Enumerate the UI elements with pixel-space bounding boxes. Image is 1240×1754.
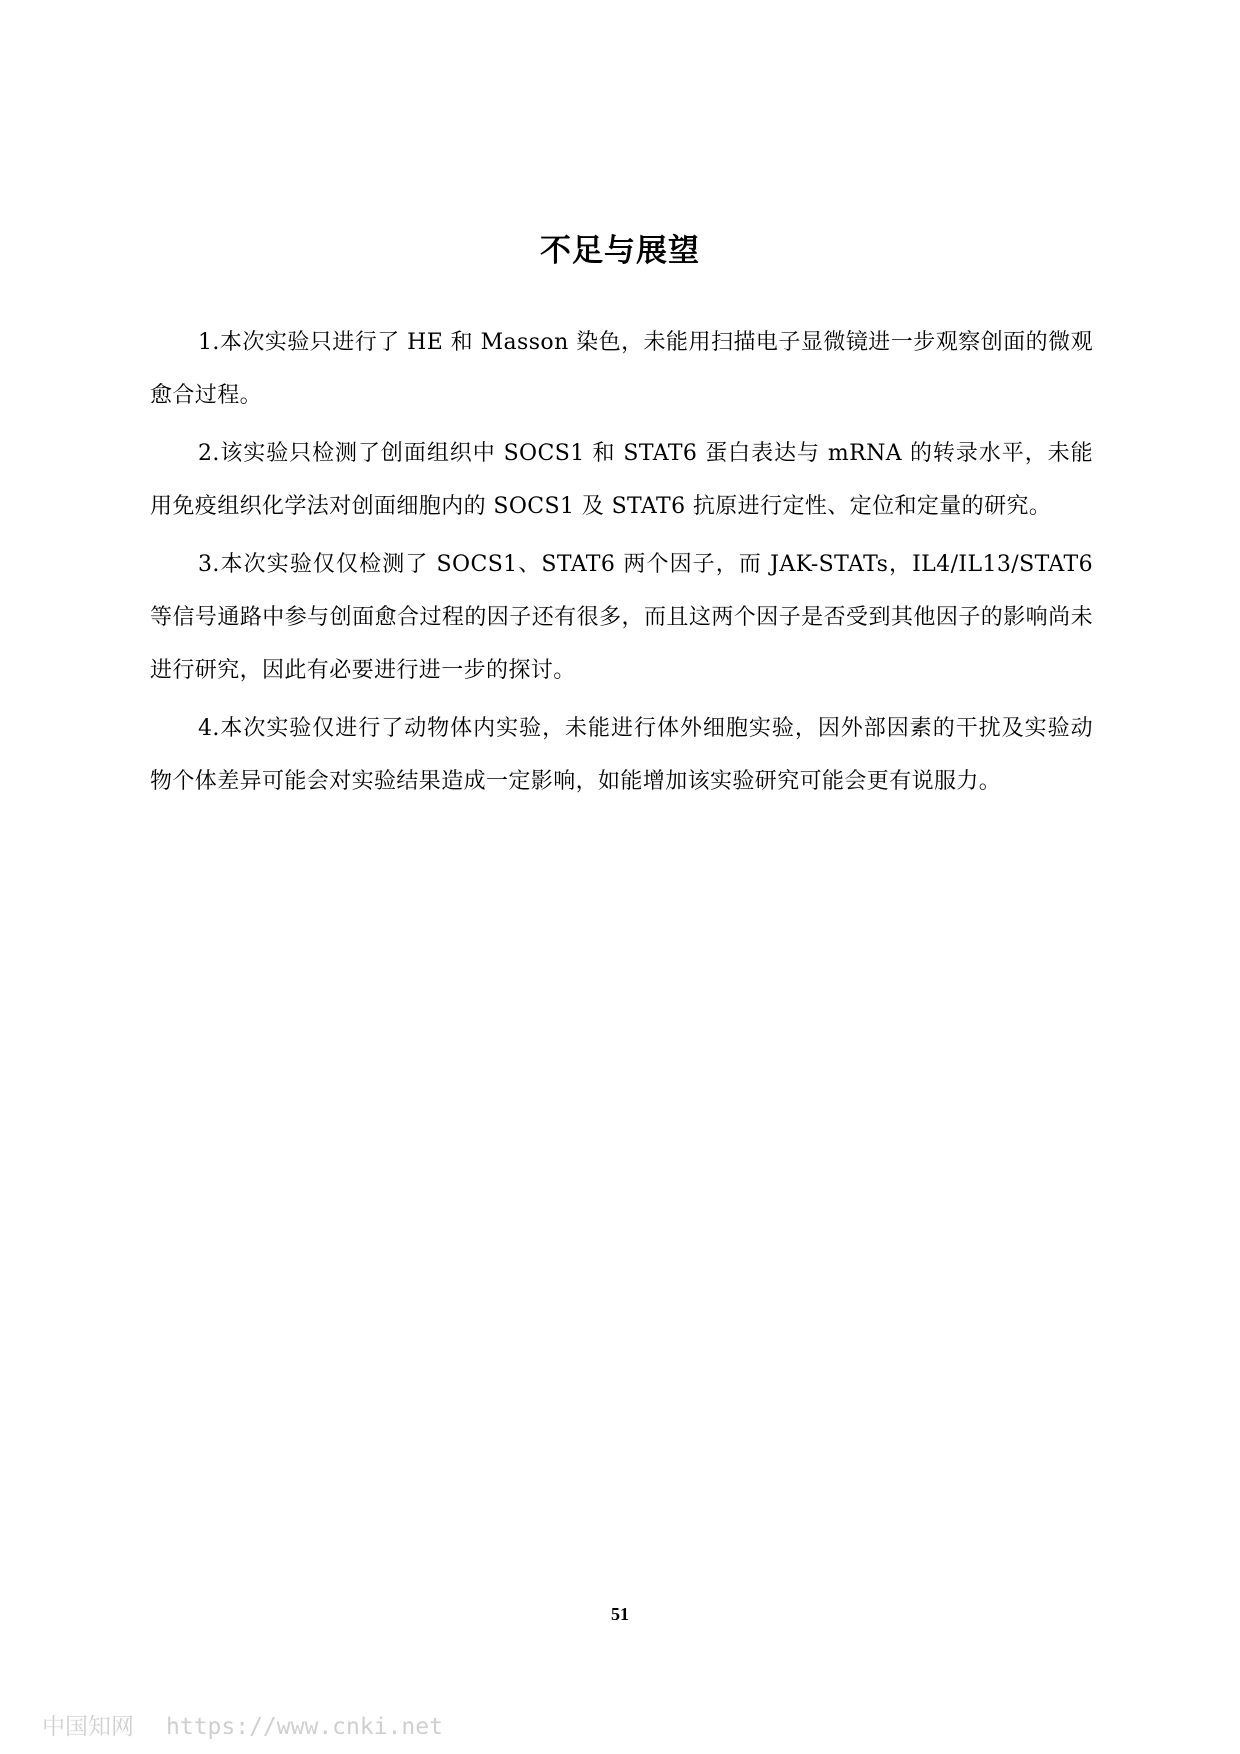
watermark-url: https://www.cnki.net (166, 1714, 443, 1740)
page-title: 不足与展望 (540, 232, 700, 269)
body-text (150, 316, 1093, 813)
watermark-brand: 中国知网 (42, 1714, 134, 1740)
paragraph-3: 3.本次实验仅仅检测了 SOCS1、STAT6 两个因子，而 JAK-STATs，IL4/IL13/STAT6 等信号通路中参与创面愈合过程的因子还有很多，而且这两个因子是否受到其他因子的影响尚未进行研究，因此有必要进行进一步的探讨。 (150, 552, 1093, 683)
paragraph-1: 1.本次实验只进行了 HE 和 Masson 染色，未能用扫描电子显微镜进一步观察创面的微观愈合过程。 (150, 330, 1093, 408)
page-number: 51 (611, 1604, 629, 1624)
watermark (42, 1708, 443, 1741)
paragraph-4: 4.本次实验仅进行了动物体内实验，未能进行体外细胞实验，因外部因素的干扰及实验动物个体差异可能会对实验结果造成一定影响，如能增加该实验研究可能会更有说服力。 (150, 716, 1093, 794)
paragraph-2: 2.该实验只检测了创面组织中 SOCS1 和 STAT6 蛋白表达与 mRNA 的转录水平，未能用免疫组织化学法对创面细胞内的 SOCS1 及 STAT6 抗原进行定性、定位和定量的研究。 (150, 441, 1093, 519)
